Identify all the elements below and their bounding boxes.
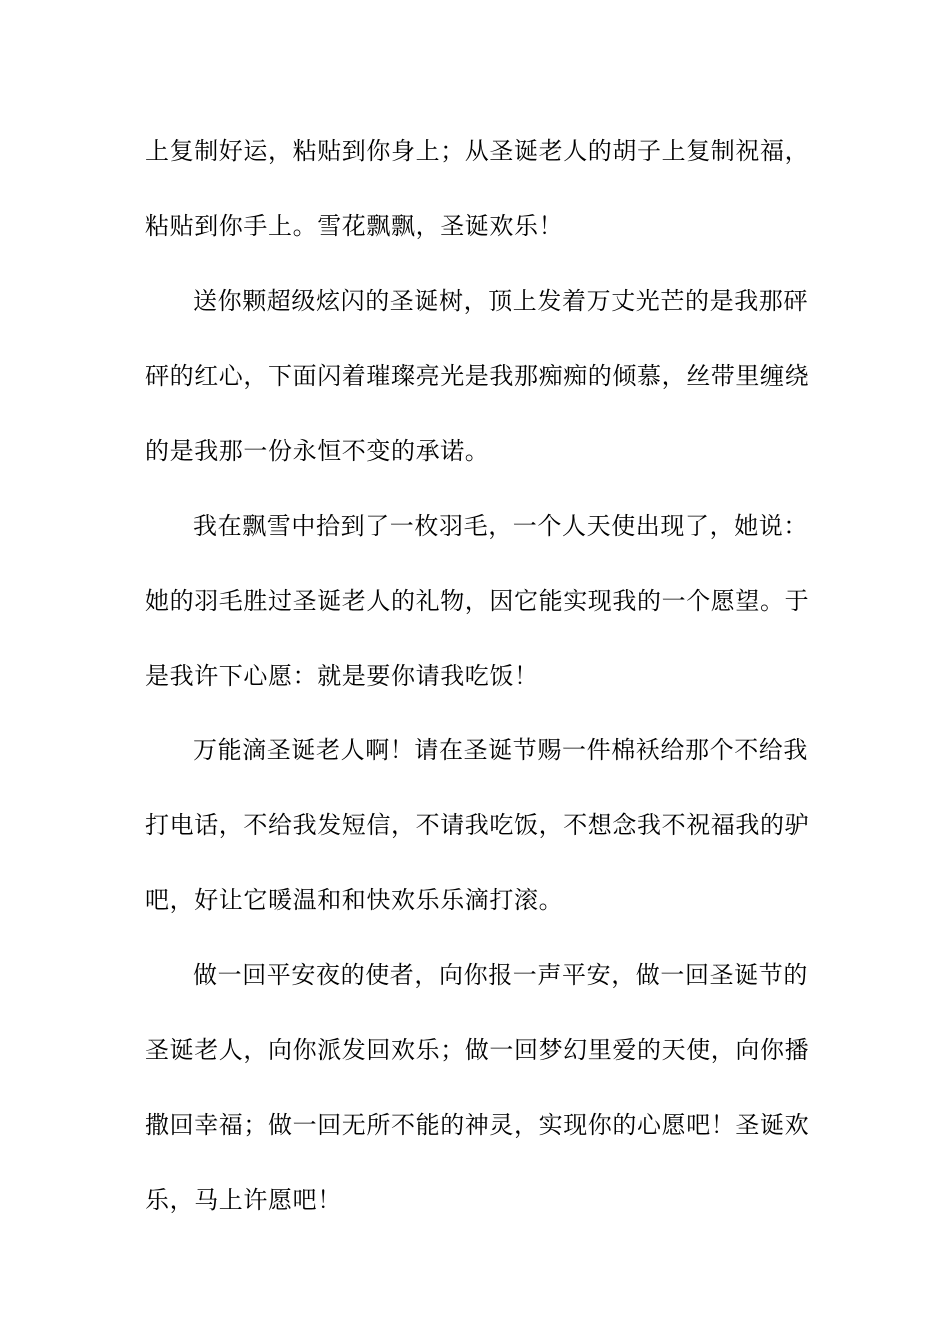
paragraph-3-line-1: 我在飘雪中拾到了一枚羽毛，一个人天使出现了，她说： <box>193 512 808 540</box>
paragraph-5-line-2: 圣诞老人，向你派发回欢乐；做一回梦幻里爱的天使，向你播 <box>145 1036 810 1064</box>
paragraph-4-line-3: 吧，好让它暖温和和快欢乐乐滴打滚。 <box>145 886 564 914</box>
paragraph-3-line-2: 她的羽毛胜过圣诞老人的礼物，因它能实现我的一个愿望。于 <box>145 587 810 615</box>
paragraph-5-line-4: 乐，马上许愿吧！ <box>145 1186 342 1214</box>
paragraph-5-line-1: 做一回平安夜的使者，向你报一声平安，做一回圣诞节的 <box>193 961 808 989</box>
paragraph-1-line-2: 粘贴到你手上。雪花飘飘，圣诞欢乐！ <box>145 212 564 240</box>
paragraph-3-line-3: 是我许下心愿：就是要你请我吃饭！ <box>145 662 539 690</box>
paragraph-2-line-3: 的是我那一份永恒不变的承诺。 <box>145 437 490 465</box>
paragraph-4-line-1: 万能滴圣诞老人啊！请在圣诞节赐一件棉袄给那个不给我 <box>193 736 808 764</box>
paragraph-2-line-1: 送你颗超级炫闪的圣诞树，顶上发着万丈光芒的是我那砰 <box>193 287 808 315</box>
paragraph-5-line-3: 撒回幸福；做一回无所不能的神灵，实现你的心愿吧！圣诞欢 <box>145 1111 810 1139</box>
paragraph-4-line-2: 打电话，不给我发短信，不请我吃饭，不想念我不祝福我的驴 <box>145 811 810 839</box>
paragraph-2-line-2: 砰的红心，下面闪着璀璨亮光是我那痴痴的倾慕，丝带里缠绕 <box>145 362 810 390</box>
paragraph-1-line-1: 上复制好运，粘贴到你身上；从圣诞老人的胡子上复制祝福， <box>145 137 810 165</box>
